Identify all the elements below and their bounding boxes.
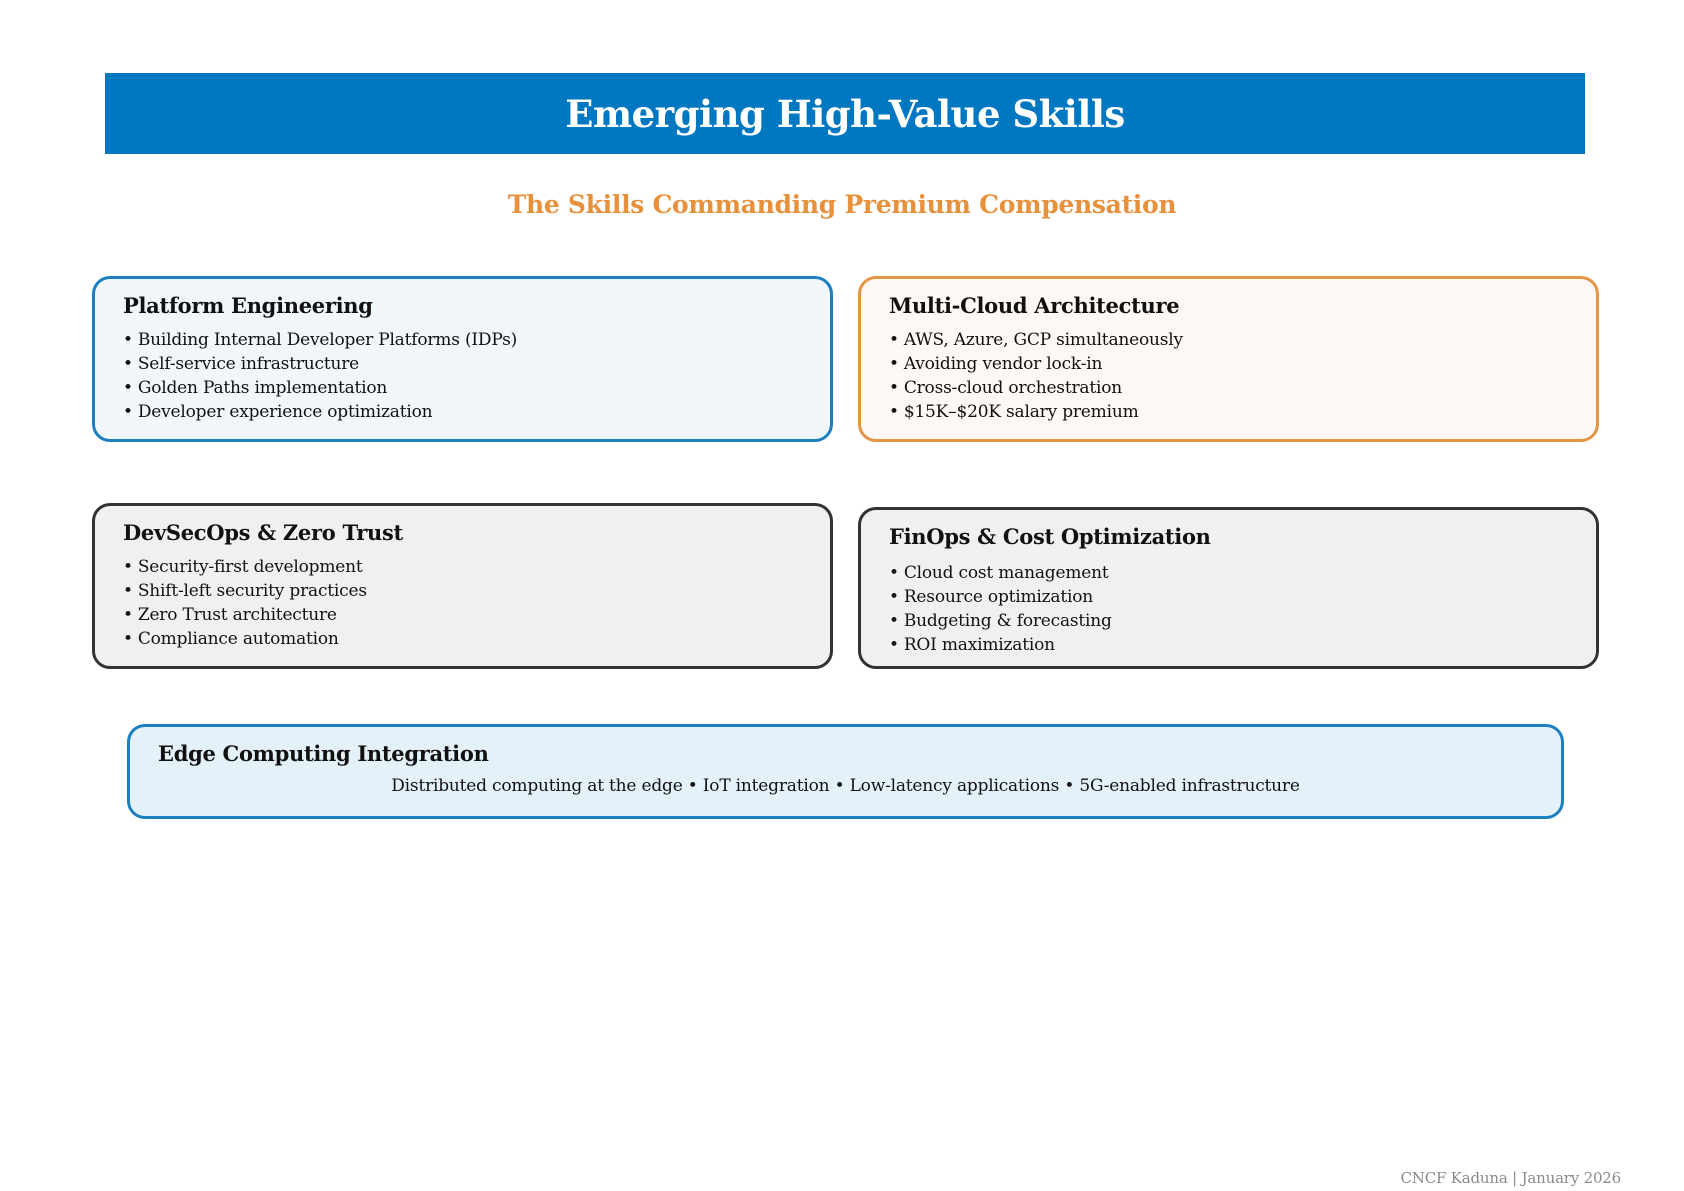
list-item: • $15K–$20K salary premium xyxy=(889,400,1568,424)
list-item: • Building Internal Developer Platforms (IDPs) xyxy=(123,328,802,352)
title-banner xyxy=(105,73,1585,154)
list-item: • Developer experience optimization xyxy=(123,400,802,424)
list-item: • Zero Trust architecture xyxy=(123,603,802,627)
card-finops-cost-optimization xyxy=(858,507,1599,669)
list-item: • Compliance automation xyxy=(123,627,802,651)
card-title: Edge Computing Integration xyxy=(158,741,489,766)
list-item: • AWS, Azure, GCP simultaneously xyxy=(889,328,1568,352)
list-item: • Golden Paths implementation xyxy=(123,376,802,400)
card-devsecops-zero-trust xyxy=(92,503,833,669)
footer-text: CNCF Kaduna | January 2026 xyxy=(1400,1169,1621,1187)
edge-summary-line: Distributed computing at the edge • IoT integration • Low-latency applications • 5G-enabled infrastructure xyxy=(391,776,1300,796)
card-title: FinOps & Cost Optimization xyxy=(889,524,1211,549)
card-title: Multi-Cloud Architecture xyxy=(889,293,1180,318)
list-item: • Resource optimization xyxy=(889,585,1568,609)
card-item-list xyxy=(123,328,802,424)
card-edge-computing-integration xyxy=(127,724,1564,819)
card-item-list xyxy=(889,561,1568,657)
list-item: • Shift-left security practices xyxy=(123,579,802,603)
list-item: • Avoiding vendor lock-in xyxy=(889,352,1568,376)
list-item: • Self-service infrastructure xyxy=(123,352,802,376)
page-subtitle: The Skills Commanding Premium Compensation xyxy=(507,190,1177,219)
list-item: • Cloud cost management xyxy=(889,561,1568,585)
list-item: • ROI maximization xyxy=(889,633,1568,657)
card-item-list xyxy=(123,555,802,651)
card-item-list xyxy=(889,328,1568,424)
card-multi-cloud-architecture xyxy=(858,276,1599,442)
page-title: Emerging High-Value Skills xyxy=(565,91,1125,136)
list-item: • Security-first development xyxy=(123,555,802,579)
card-platform-engineering xyxy=(92,276,833,442)
list-item: • Cross-cloud orchestration xyxy=(889,376,1568,400)
card-title: Platform Engineering xyxy=(123,293,373,318)
card-title: DevSecOps & Zero Trust xyxy=(123,520,403,545)
list-item: • Budgeting & forecasting xyxy=(889,609,1568,633)
